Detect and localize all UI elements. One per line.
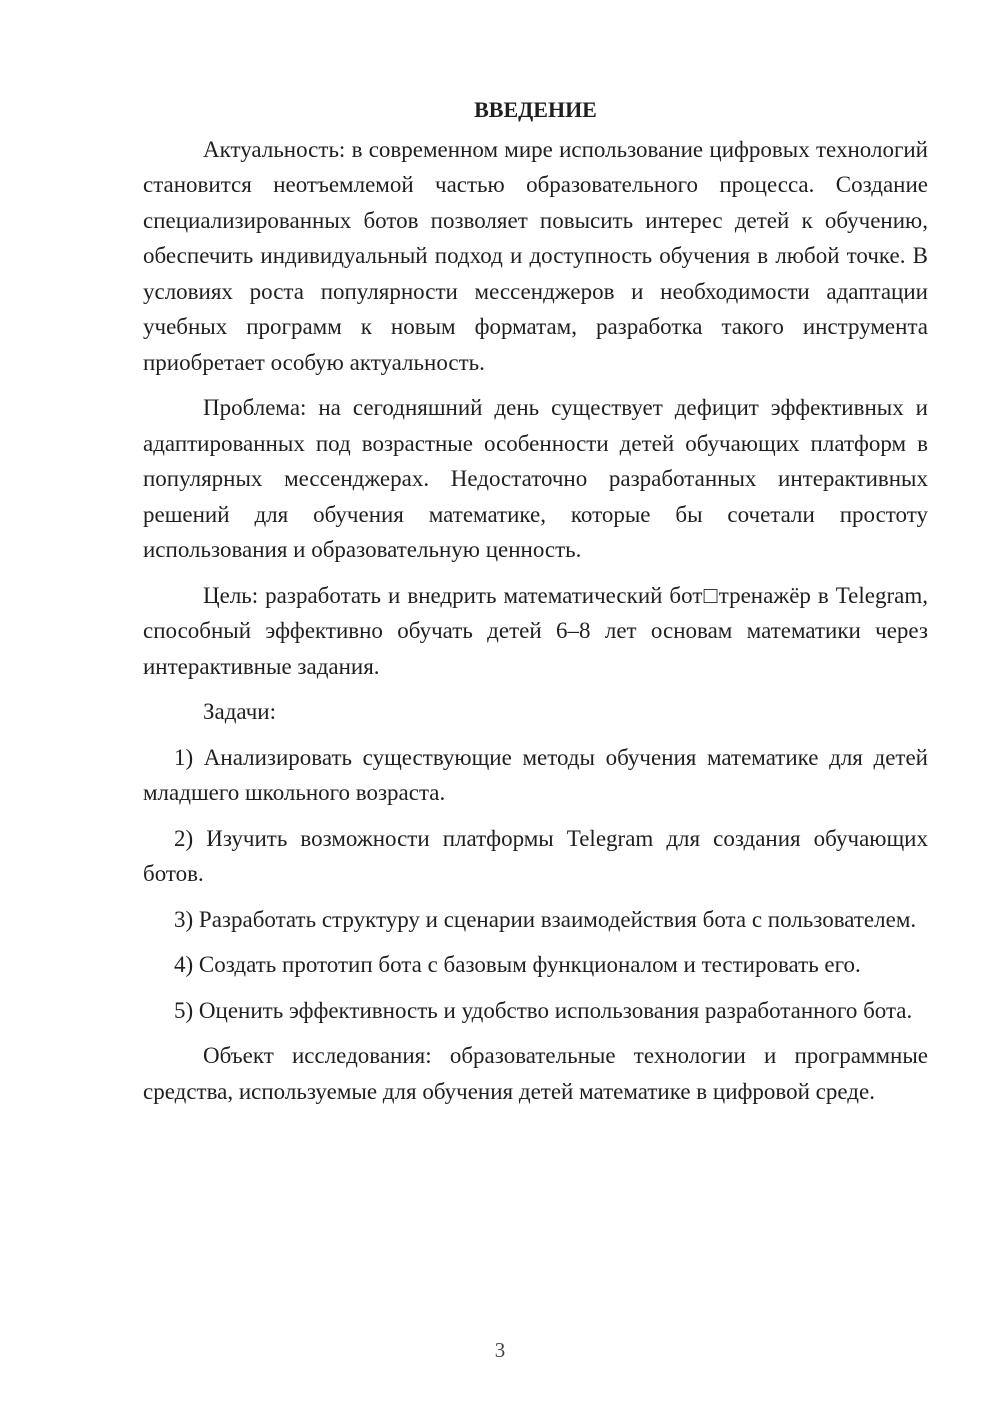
page-number: 3 (494, 1338, 506, 1362)
problem-paragraph: Проблема: на сегодняшний день существует дефицит эффективных и адаптированных под возрастные особенности детей обучающих платформ в популярных мессенджерах. Недостаточно разработанных интерактивных решений для обучения математике, которые бы сочетали простоту использования и образовательную ценность. (143, 395, 928, 562)
task-item-1: 1) Анализировать существующие методы обучения математике для детей младшего школьного возраста. (143, 744, 928, 805)
tasks-heading: Задачи: (203, 699, 276, 724)
task-item-4: 4) Создать прототип бота с базовым функционалом и тестировать его. (174, 952, 861, 977)
object-paragraph: Объект исследования: образовательные технологии и программные средства, используемые для обучения детей математике в цифровой среде. (143, 1043, 928, 1104)
task-item-3: 3) Разработать структуру и сценарии взаимодействия бота с пользователем. (174, 906, 917, 932)
goal-paragraph: Цель: разработать и внедрить математический бот□тренажёр в Telegram, способный эффективно обучать детей 6–8 лет основам математики через интерактивные задания. (143, 582, 928, 679)
task-item-2: 2) Изучить возможности платформы Telegram для создания обучающих ботов. (143, 825, 928, 886)
task-item-5: 5) Оценить эффективность и удобство использования разработанного бота. (174, 997, 913, 1023)
relevance-paragraph: Актуальность: в современном мире использование цифровых технологий становится неотъемлемой частью образовательного процесса. Создание специализированных ботов позволяет повысить интерес детей к обучению, обеспечить индивидуальный подход и доступность обучения в любой точке. В условиях роста популярности мессенджеров и необходимости адаптации учебных программ к новым форматам, разработка такого инструмента приобретает особую актуальность. (143, 136, 928, 375)
section-title: ВВЕДЕНИЕ (474, 97, 597, 122)
page-content (143, 92, 928, 1119)
